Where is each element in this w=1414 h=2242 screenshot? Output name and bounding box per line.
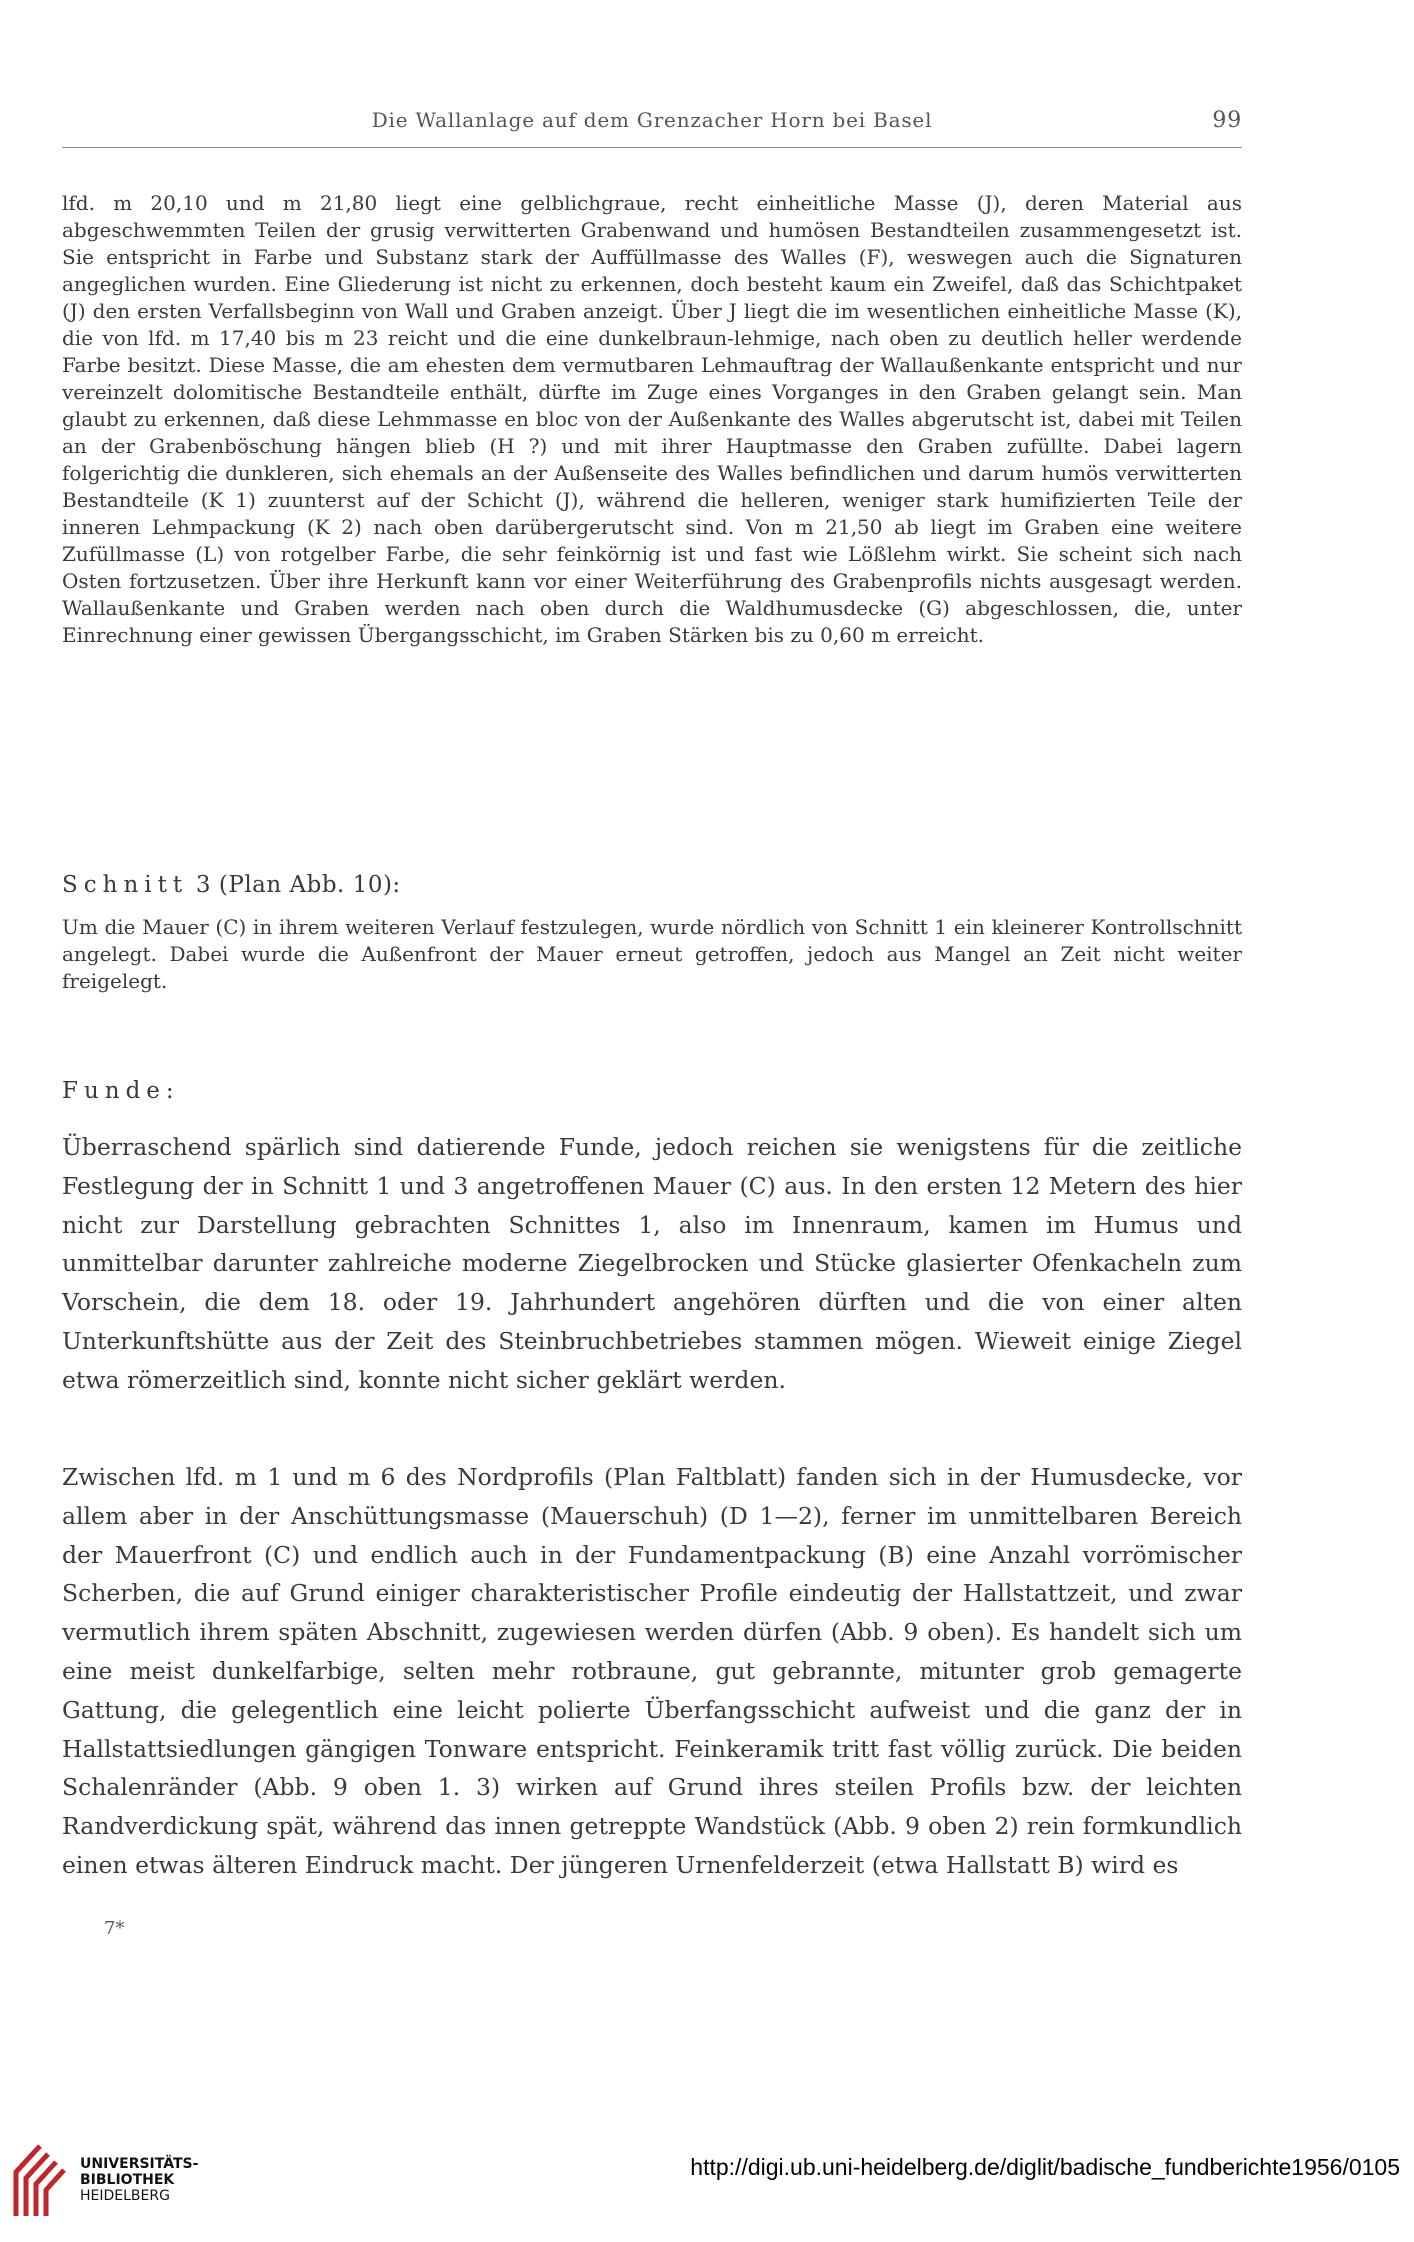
running-title: Die Wallanlage auf dem Grenzacher Horn bei Basel xyxy=(371,108,933,132)
paragraph-profile-description: lfd. m 20,10 und m 21,80 liegt eine gelblichgraue, recht einheitliche Masse (J), deren Material aus abgeschwemmten Teilen der grusig verwitterten Grabenwand und humösen Bestandteilen zusammengesetzt ist. Sie entspricht in Farbe und Substanz stark der Auffüllmasse des Walles (F), weswegen auch die Signaturen angeglichen wurden. Eine Gliederung ist nicht zu erkennen, doch besteht kaum ein Zweifel, daß das Schichtpaket (J) den ersten Verfallsbeginn von Wall und Graben anzeigt. Über J liegt die im wesentlichen einheitliche Masse (K), die von lfd. m 17,40 bis m 23 reicht und die eine dunkelbraun-lehmige, nach oben zu deutlich heller werdende Farbe besitzt. Diese Masse, die am ehesten dem vermutbaren Lehmauftrag der Wallaußenkante entspricht und nur vereinzelt dolomitische Bestandteile enthält, dürfte im Zuge eines Vorganges in den Graben gelangt sein. Man glaubt zu erkennen, daß diese Lehmmasse en bloc von der Außenkante des Walles abgerutscht ist, dabei mit Teilen an der Grabenböschung hängen blieb (H ?) und mit ihrer Hauptmasse den Graben zufüllte. Dabei lagern folgerichtig die dunkleren, sich ehemals an der Außenseite des Walles befindlichen und darum humös verwitterten Bestandteile (K 1) zuunterst auf der Schicht (J), während die helleren, weniger stark humifizierten Teile der inneren Lehmpackung (K 2) nach oben darübergerutscht sind. Von m 21,50 ab liegt im Graben eine weitere Zufüllmasse (L) von rotgelber Farbe, die sehr feinkörnig ist und fast wie Lößlehm wirkt. Sie scheint sich nach Osten fortzusetzen. Über ihre Herkunft kann vor einer Weiterführung des Grabenprofils nichts ausgesagt werden. Wallaußenkante und Graben werden nach oben durch die Waldhumusdecke (G) abgeschlossen, die, unter Einrechnung einer gewissen Übergangsschicht, im Graben Stärken bis zu 0,60 m erreicht. xyxy=(62,191,1242,647)
library-name xyxy=(80,2156,198,2204)
heading-schnitt-3 xyxy=(62,872,401,898)
signature-mark: 7* xyxy=(104,1918,125,1939)
heading-spaced-part: Schnitt xyxy=(62,872,189,898)
paragraph-funde-1: Überraschend spärlich sind datierende Funde, jedoch reichen sie wenigstens für die zeitliche Festlegung der in Schnitt 1 und 3 angetroffenen Mauer (C) aus. In den ersten 12 Metern des hier nicht zur Darstellung gebrachten Schnittes 1, also im Innenraum, kamen im Humus und unmittelbar darunter zahlreiche moderne Ziegelbrocken und Stücke glasierter Ofenkacheln zum Vorschein, die dem 18. oder 19. Jahrhundert angehören dürften und die von einer alten Unterkunftshütte aus der Zeit des Steinbruchbetriebes stammen mögen. Wieweit einige Ziegel etwa römerzeitlich sind, konnte nicht sicher geklärt werden. xyxy=(62,1133,1242,1394)
paragraph-funde-2: Zwischen lfd. m 1 und m 6 des Nordprofils (Plan Faltblatt) fanden sich in der Humusdecke, vor allem aber in der Anschüttungsmasse (Mauerschuh) (D 1—2), ferner im unmittelbaren Bereich der Mauerfront (C) und endlich auch in der Fundamentpackung (B) eine Anzahl vorrömischer Scherben, die auf Grund einiger charakteristischer Profile eindeutig der Hallstattzeit, und zwar vermutlich ihrem späten Abschnitt, zugewiesen werden dürfen (Abb. 9 oben). Es handelt sich um eine meist dunkelfarbige, selten mehr rotbraune, gut gebrannte, mitunter grob gemagerte Gattung, die gelegentlich eine leicht polierte Überfangsschicht aufweist und die ganz der in Hallstattsiedlungen gängigen Tonware entspricht. Feinkeramik tritt fast völlig zurück. Die beiden Schalenränder (Abb. 9 oben 1. 3) wirken auf Grund ihres steilen Profils bzw. der leichten Randverdickung spät, während das innen getreppte Wandstück (Abb. 9 oben 2) rein formkundlich einen etwas älteren Eindruck macht. Der jüngeren Urnenfelderzeit (etwa Hallstatt B) wird es xyxy=(62,1463,1242,1879)
heading-funde: Funde: xyxy=(62,1078,180,1104)
library-name-line-1: UNIVERSITÄTS- xyxy=(80,2156,199,2172)
library-logo-icon xyxy=(10,2136,74,2224)
paragraph-schnitt-3: Um die Mauer (C) in ihrem weiteren Verlauf festzulegen, wurde nördlich von Schnitt 1 ein kleinerer Kontrollschnitt angelegt. Dabei wurde die Außenfront der Mauer erneut getroffen, jedoch aus Mangel an Zeit nicht weiter freigelegt. xyxy=(62,915,1242,993)
library-name-line-3: HEIDELBERG xyxy=(80,2188,170,2204)
header-rule xyxy=(62,147,1242,148)
page-number: 99 xyxy=(1212,108,1242,133)
digitization-footer xyxy=(0,2130,1414,2242)
heading-rest-part: 3 (Plan Abb. 10): xyxy=(188,872,401,898)
source-url-link[interactable]: http://digi.ub.uni-heidelberg.de/diglit/badische_fundberichte1956/0105 xyxy=(690,2154,1400,2180)
library-name-line-2: BIBLIOTHEK xyxy=(80,2172,175,2188)
